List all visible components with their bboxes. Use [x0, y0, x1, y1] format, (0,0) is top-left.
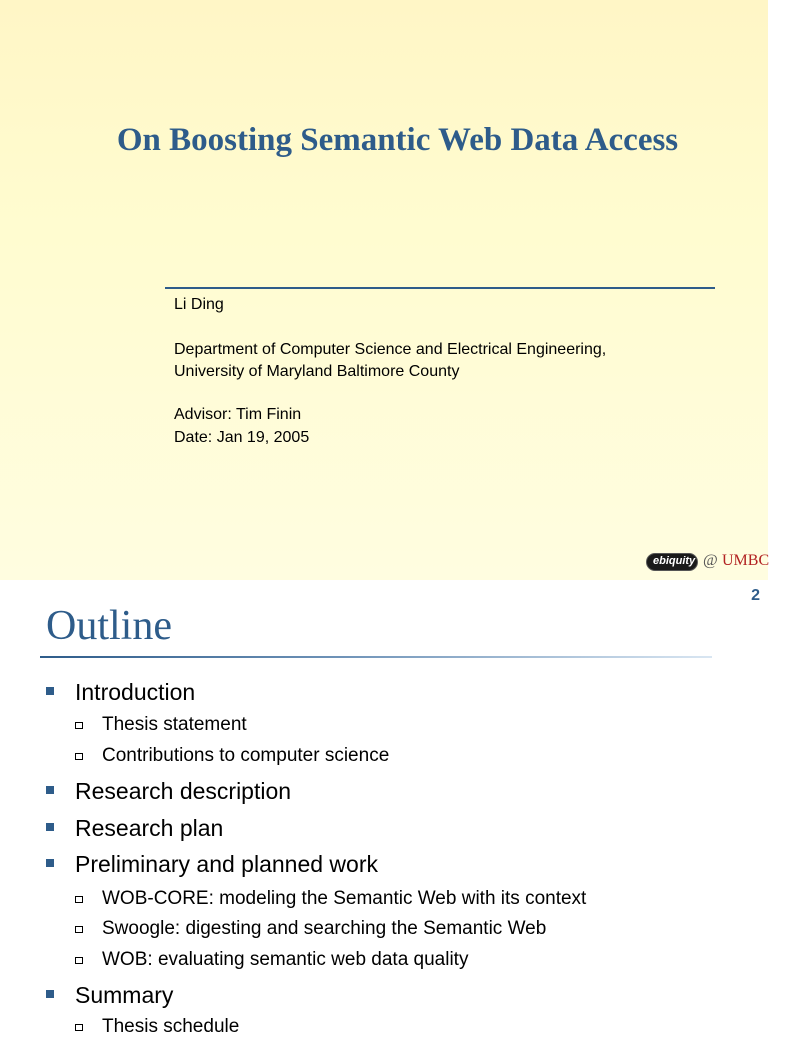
outline-item-text: Summary — [75, 982, 174, 1008]
logo-at-sign: @ — [703, 552, 718, 569]
outline-divider — [40, 656, 712, 658]
slide-number: 2 — [751, 587, 760, 604]
outline-item-text: Preliminary and planned work — [75, 851, 378, 877]
ebiquity-logo-text: ebiquity — [653, 555, 696, 567]
university-line: University of Maryland Baltimore County — [174, 363, 460, 380]
hollow-square-bullet-icon — [75, 753, 83, 760]
outline-subitem-text: WOB: evaluating semantic web data quality — [102, 949, 469, 970]
square-bullet-icon — [46, 687, 54, 695]
author-name: Li Ding — [174, 296, 224, 313]
title-divider — [165, 287, 715, 289]
ebiquity-umbc-logo — [646, 552, 768, 574]
hollow-square-bullet-icon — [75, 896, 83, 903]
outline-subitem-text: Contributions to computer science — [102, 745, 390, 766]
outline-item-text: Research plan — [75, 815, 224, 841]
outline-title: Outline — [46, 603, 172, 649]
umbc-logo-text: UMBC — [722, 552, 770, 569]
square-bullet-icon — [46, 823, 54, 831]
square-bullet-icon — [46, 859, 54, 867]
square-bullet-icon — [46, 990, 54, 998]
outline-subitem-text: Thesis schedule — [102, 1016, 240, 1037]
hollow-square-bullet-icon — [75, 722, 83, 729]
outline-item-text: Introduction — [75, 679, 196, 705]
outline-subitem-text: WOB-CORE: modeling the Semantic Web with its context — [102, 888, 587, 909]
outline-slide — [0, 580, 768, 1037]
hollow-square-bullet-icon — [75, 1024, 83, 1031]
department-line: Department of Computer Science and Electrical Engineering, — [174, 341, 607, 358]
ebiquity-logo — [646, 553, 698, 571]
square-bullet-icon — [46, 786, 54, 794]
slide-title: On Boosting Semantic Web Data Access — [116, 122, 679, 158]
outline-subitem-text: Thesis statement — [102, 714, 247, 735]
date-line: Date: Jan 19, 2005 — [174, 429, 310, 446]
hollow-square-bullet-icon — [75, 926, 83, 933]
outline-item-text: Research description — [75, 778, 292, 804]
hollow-square-bullet-icon — [75, 957, 83, 964]
advisor-line: Advisor: Tim Finin — [174, 406, 302, 423]
outline-subitem-text: Swoogle: digesting and searching the Semantic Web — [102, 918, 547, 939]
